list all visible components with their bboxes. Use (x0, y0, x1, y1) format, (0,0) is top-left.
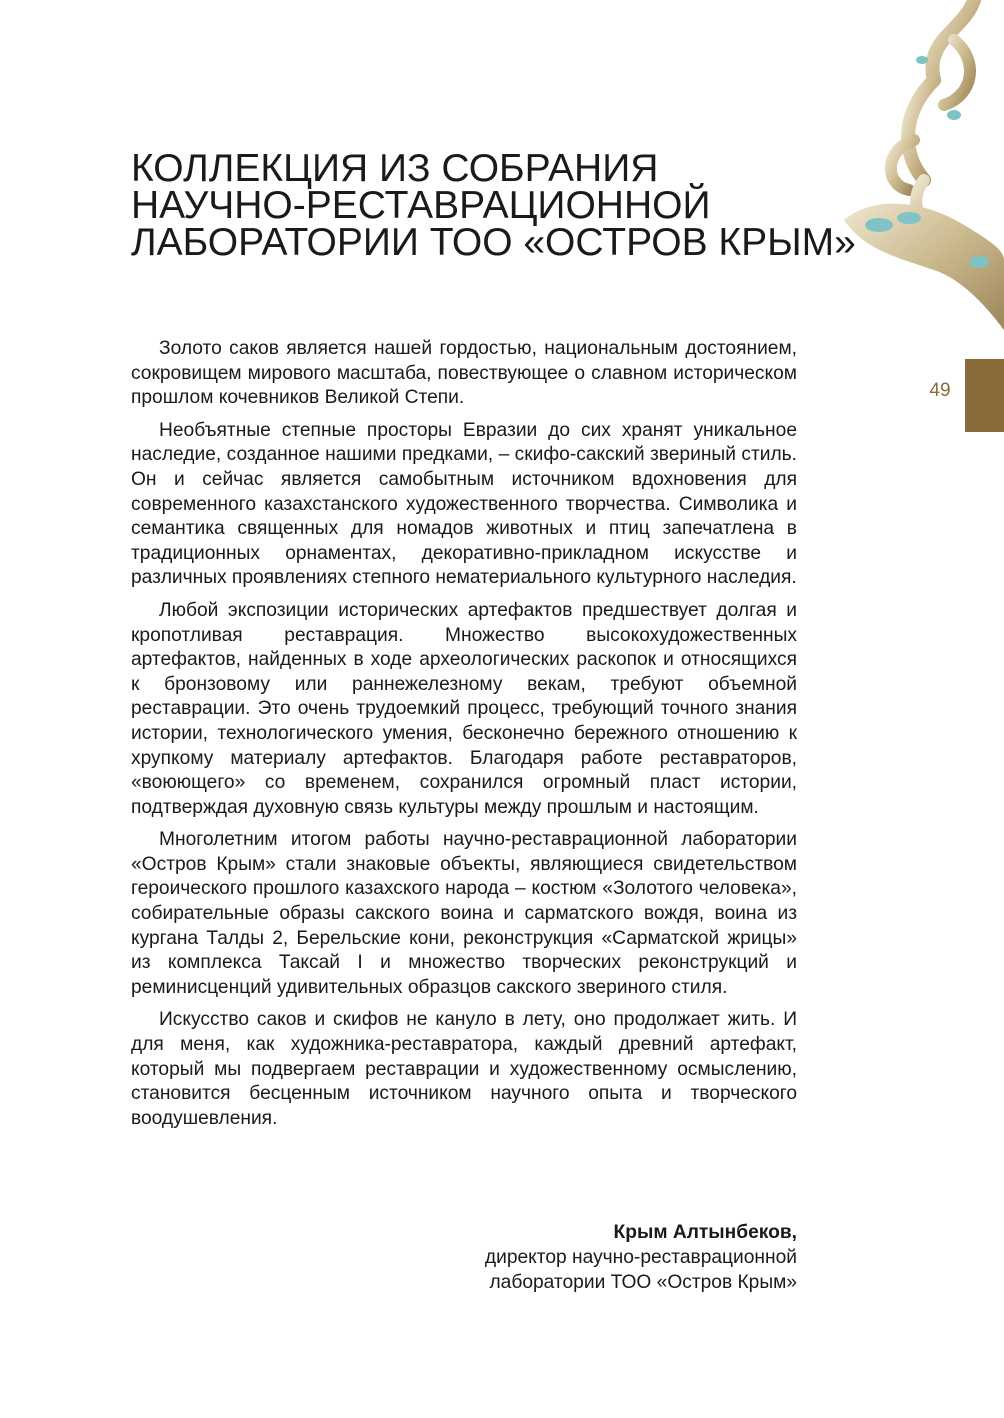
paragraph: Любой экспозиции исторических артефактов предшествует долгая и кропотливая реставрация. Множество высокохудожественных артефактов, найденных в ходе археологических раскопок и относящихся к бронзовому или раннежелезному векам, требуют объемной реставрации. Это очень трудоемкий процесс, требующий точного знания истории, технологического умения, бесконечно бережного отношению к хрупкому материалу артефактов. Благодаря работе реставраторов, «воюющего» со временем, сохранился огромный пласт истории, подтверждая духовную связь культуры между прошлым и настоящим. (131, 599, 797, 818)
title-line: КОЛЛЕКЦИЯ ИЗ СОБРАНИЯ (131, 147, 659, 190)
page-tab (965, 359, 1004, 432)
page-number: 49 (929, 380, 951, 401)
author-name: Крым Алтынбеков, (613, 1222, 797, 1243)
title-line: НАУЧНО-РЕСТАВРАЦИОННОЙ (131, 184, 711, 227)
title-line: ЛАБОРАТОРИИ ТОО «ОСТРОВ КРЫМ» (131, 221, 856, 264)
article-body (131, 337, 797, 1139)
paragraph: Необъятные степные просторы Евразии до сих хранят уникальное наследие, созданное нашими предками, – скифо-сакский звериный стиль. Он и сейчас является самобытным источником вдохновения для современного казахстанского художественного творчества. Символика и семантика священных для номадов животных и птиц запечатлена в традиционных орнаментах, декоративно-прикладном искусстве и различных проявлениях степного нематериального культурного наследия. (131, 419, 797, 589)
paragraph: Многолетним итогом работы научно-реставрационной лаборатории «Остров Крым» стали знаковые объекты, являющиеся свидетельством героического прошлого казахского народа – костюм «Золотого человека», собирательные образы сакского воина и сарматского вождя, воина из кургана Талды 2, Берельские кони, реконструкция «Сарматской жрицы» из комплекса Таксай I и множество творческих реконструкций и реминисценций удивительных образцов сакского звериного стиля. (131, 829, 797, 998)
author-organization: лаборатории ТОО «Остров Крым» (489, 1272, 797, 1293)
signature (400, 1220, 797, 1295)
page-title (131, 147, 861, 264)
paragraph: Искусство саков и скифов не кануло в лету, оно продолжает жить. И для меня, как художника-реставратора, каждый древний артефакт, который мы подвергаем реставрации и художественному осмыслению, становится бесценным источником научного опыта и творческого воодушевления. (131, 1009, 797, 1129)
paragraph: Золото саков является нашей гордостью, национальным достоянием, сокровищем мирового масштаба, повествующее о славном историческом прошлом кочевников Великой Степи. (131, 338, 797, 409)
author-position: директор научно-реставрационной (484, 1247, 797, 1268)
